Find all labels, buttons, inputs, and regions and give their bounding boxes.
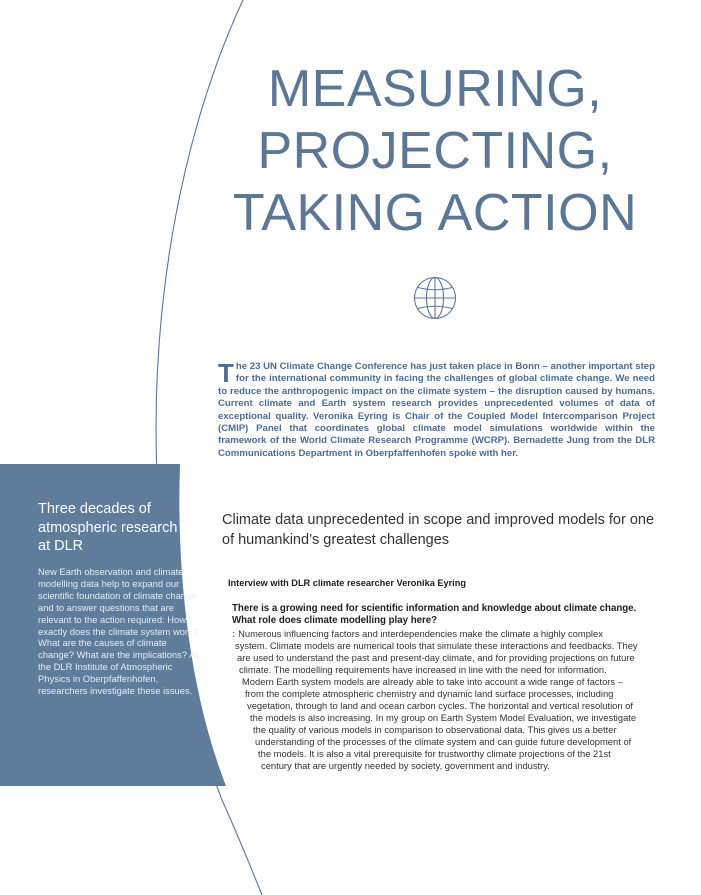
- answer-line: from the complete atmospheric chemistry and dynamic land surface processes, including: [245, 688, 614, 699]
- answer-line: the quality of various models in comparison to observational data. This gives us a better: [253, 724, 617, 735]
- answer-line-text: Numerous influencing factors and interdependencies make the climate a highly complex: [238, 628, 603, 639]
- sidebar-heading: Three decades of atmospheric research at DLR: [38, 501, 178, 554]
- answer-line: are used to understand the past and present-day climate, and for providing projections on future: [237, 652, 635, 663]
- article-subtitle: Climate data unprecedented in scope and improved models for one of humankind’s greatest challenges: [222, 512, 655, 548]
- answer-line: understanding of the processes of the climate system and can guide future development of: [255, 736, 632, 747]
- lead-text: he 23 UN Climate Change Conference has just taken place in Bonn – another important step for the international community in facing the challenges of global climate change. We need to reduce the anthropogenic impact on the climate system – the disruption caused by humans. Current climate and Earth system research provides unprecedented volumes of data of exceptional quality. Veronika Eyring is Chair of the Coupled Model Intercomparison Project (CMIP) Panel that coordinates global climate model simulations worldwide within the framework of the World Climate Research Programme (WCRP). Bernadette Jung from the DLR Communications Department in Oberpfaffenhofen spoke with her.: [218, 361, 655, 459]
- lead-dropcap: T: [218, 358, 234, 388]
- answer-marker: :: [232, 628, 236, 639]
- answer-line: Modern Earth system models are already able to take into account a wide range of factors –: [242, 676, 623, 687]
- title-line-3: TAKING ACTION: [232, 184, 638, 242]
- page-title: [200, 58, 670, 244]
- answer-line: the models. It is also a vital prerequisite for trustworthy climate projections of the 21st: [258, 748, 611, 759]
- interview-answer: [0, 628, 701, 788]
- answer-line: the models is also increasing. In my group on Earth System Model Evaluation, we investigate: [250, 712, 637, 723]
- title-line-2: PROJECTING,: [257, 122, 613, 180]
- lead-paragraph: [218, 358, 655, 460]
- interview-label: Interview with DLR climate researcher Veronika Eyring: [228, 578, 466, 588]
- globe-icon: [413, 276, 457, 320]
- answer-line: [232, 628, 603, 640]
- title-line-1: MEASURING,: [267, 60, 603, 118]
- answer-line: century that are urgently needed by society, government and industry.: [261, 760, 550, 771]
- answer-line: vegetation, through to land and ocean carbon cycles. The horizontal and vertical resolution of: [247, 700, 634, 711]
- sidebar-body: New Earth observation and climate modelling data help to expand our scientific foundation of climate change and to answer questions that are relevant to the action required: How exactly does the climate system work? What are the causes of climate change? What are the implications? At the DLR Institute of Atmospheric Physics in Oberpfaffenhofen, researchers investigate these issues.: [38, 566, 198, 697]
- interview-question: There is a growing need for scientific information and knowledge about climate change. What role does climate modelling play here?: [232, 603, 637, 626]
- answer-line: system. Climate models are numerical tools that simulate these interactions and feedbacks. They: [235, 640, 638, 651]
- answer-line: climate. The modelling requirements have increased in line with the need for information.: [239, 664, 607, 675]
